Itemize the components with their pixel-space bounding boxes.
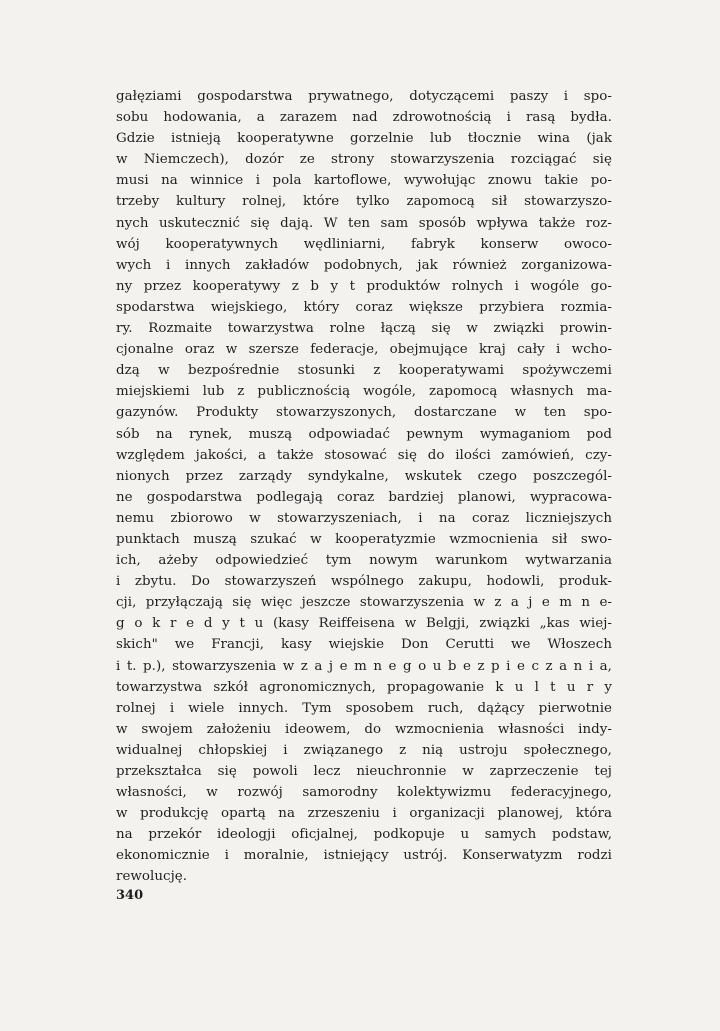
text-line: nemu zbiorowo w stowarzyszeniach, i na coraz liczniejszych: [116, 510, 612, 526]
text-line: ekonomicznie i moralnie, istniejący ustrój. Konserwatyzm rodzi: [116, 848, 612, 864]
text-line: i zbytu. Do stowarzyszeń wspólnego zakupu, hodowli, produk-: [116, 574, 612, 590]
text-line: spodarstwa wiejskiego, który coraz większe przybiera rozmia-: [116, 299, 612, 315]
text-line: g o k r e d y t u (kasy Reiffeisena w Belgji, związki „kas wiej-: [116, 616, 612, 632]
text-line: nych uskutecznić się dają. W ten sam sposób wpływa także roz-: [116, 215, 612, 231]
text-line: ich, ażeby odpowiedzieć tym nowym warunkom wytwarzania: [116, 553, 612, 569]
text-line: towarzystwa szkół agronomicznych, propagowanie k u l t u r y: [116, 679, 612, 695]
text-line: cji, przyłączają się więc jeszcze stowarzyszenia w z a j e m n e-: [116, 595, 612, 611]
text-line: widualnej chłopskiej i związanego z nią ustroju społecznego,: [116, 742, 612, 758]
text-line: w produkcję opartą na zrzeszeniu i organizacji planowej, która: [116, 806, 612, 822]
text-line: dzą w bezpośrednie stosunki z kooperatywami spożywczemi: [116, 363, 612, 379]
text-line: ny przez kooperatywy z b y t produktów rolnych i wogóle go-: [116, 278, 612, 294]
text-line: rewolucję.: [116, 869, 188, 885]
text-line: w Niemczech), dozór ze strony stowarzyszenia rozciągać się: [116, 152, 612, 168]
text-line: względem jakości, a także stosować się do ilości zamówień, czy-: [116, 447, 612, 463]
text-line: wych i innych zakładów podobnych, jak również zorganizowa-: [116, 257, 612, 273]
page-number: 340: [116, 888, 144, 903]
body-text: [116, 86, 612, 888]
text-line: ry. Rozmaite towarzystwa rolne łączą się w związki prowin-: [116, 321, 612, 337]
text-line: gałęziami gospodarstwa prywatnego, dotyczącemi paszy i spo-: [116, 89, 612, 104]
text-line: skich" we Francji, kasy wiejskie Don Cerutti we Włoszech: [116, 637, 612, 653]
text-line: cjonalne oraz w szersze federacje, obejmujące kraj cały i wcho-: [116, 342, 612, 358]
text-line: sób na rynek, muszą odpowiadać pewnym wymaganiom pod: [116, 426, 612, 442]
text-line: na przekór ideologji oficjalnej, podkopuje u samych podstaw,: [116, 827, 612, 843]
text-line: gazynów. Produkty stowarzyszonych, dostarczane w ten spo-: [116, 405, 612, 421]
text-line: Gdzie istnieją kooperatywne gorzelnie lub tłocznie wina (jak: [116, 131, 612, 147]
text-line: miejskiemi lub z publicznością wogóle, zapomocą własnych ma-: [116, 384, 612, 400]
text-line: nionych przez zarządy syndykalne, wskutek czego poszczegól-: [116, 468, 612, 484]
text-line: trzeby kultury rolnej, które tylko zapomocą sił stowarzyszo-: [116, 194, 612, 210]
text-line: rolnej i wiele innych. Tym sposobem ruch, dążący pierwotnie: [116, 700, 612, 716]
text-line: wój kooperatywnych wędliniarni, fabryk konserw owoco-: [116, 236, 612, 252]
text-line: punktach muszą szukać w kooperatyzmie wzmocnienia sił swo-: [116, 531, 612, 547]
text-line: sobu hodowania, a zarazem nad zdrowotnością i rasą bydła.: [116, 110, 612, 126]
text-line: przekształca się powoli lecz nieuchronnie w zaprzeczenie tej: [116, 764, 612, 779]
text-line: w swojem założeniu ideowem, do wzmocnienia własności indy-: [116, 721, 612, 737]
text-line: własności, w rozwój samorodny kolektywizmu federacyjnego,: [116, 785, 612, 801]
text-line: musi na winnice i pola kartoflowe, wywołując znowu takie po-: [116, 173, 612, 189]
text-line: ne gospodarstwa podlegają coraz bardziej planowi, wypracowa-: [116, 489, 612, 505]
text-line: i t. p.), stowarzyszenia w z a j e m n e g o u b e z p i e c z a n i a,: [116, 658, 612, 674]
